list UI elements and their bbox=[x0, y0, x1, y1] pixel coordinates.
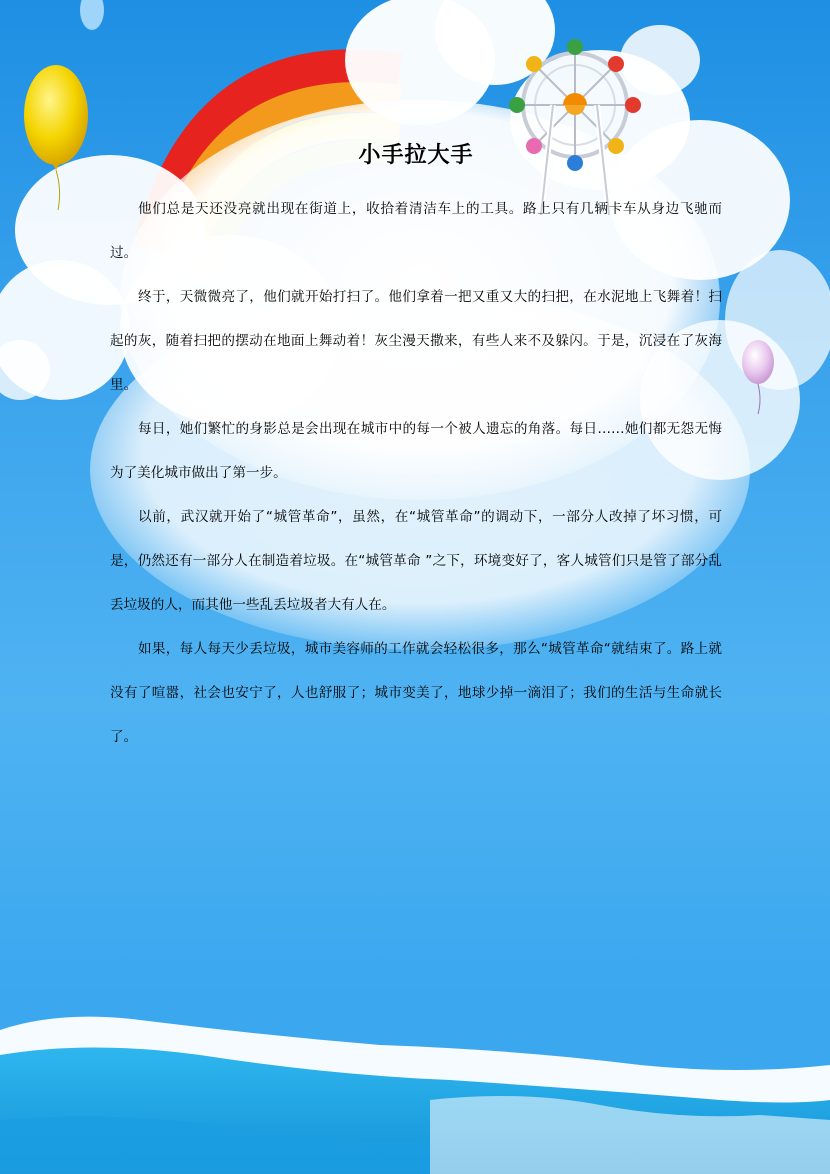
article-paragraph-2: 终于，天微微亮了，他们就开始打扫了。他们拿着一把又重又大的扫把，在水泥地上飞舞着！扫起的灰，随着扫把的摆动在地面上舞动着！灰尘漫天撒来，有些人来不及躲闪。于是，沉浸在了灰海里。 bbox=[110, 289, 722, 393]
article bbox=[110, 138, 722, 759]
article-title: 小手拉大手 bbox=[358, 143, 474, 168]
article-paragraph-5: 如果，每人每天少丢垃圾，城市美容师的工作就会轻松很多，那么“城管革命“就结束了。路上就没有了喧嚣，社会也安宁了，人也舒服了；城市变美了，地球少掉一滴泪了；我们的生活与生命就长了。 bbox=[110, 641, 722, 745]
article-paragraph-3: 每日，她们繁忙的身影总是会出现在城市中的每一个被人遗忘的角落。每日……她们都无怨无悔为了美化城市做出了第一步。 bbox=[110, 421, 722, 481]
article-paragraph-4: 以前，武汉就开始了“城管革命”，虽然，在“城管革命”的调动下，一部分人改掉了坏习惯，可是，仍然还有一部分人在制造着垃圾。在“城管革命 ”之下，环境变好了，客人城管们只是管了部分乱丢垃圾的人，而其他一些乱丢垃圾者大有人在。 bbox=[110, 509, 722, 613]
article-paragraph-1: 他们总是天还没亮就出现在街道上，收拾着清洁车上的工具。路上只有几辆卡车从身边飞驰而过。 bbox=[110, 201, 722, 261]
sea-waves-graphic bbox=[0, 1017, 830, 1174]
